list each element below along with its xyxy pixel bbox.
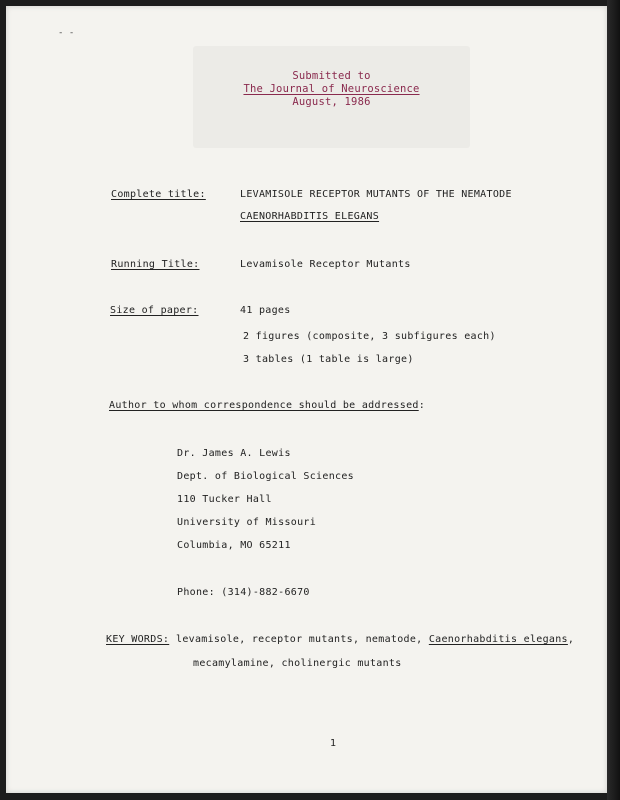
stamp-date: August, 1986 [292, 96, 371, 108]
size-of-paper-label: Size of paper: [110, 305, 199, 316]
keywords-label: KEY WORDS: [106, 634, 170, 645]
keywords-comma: , [567, 634, 575, 645]
corner-marks: - - [58, 28, 75, 38]
page-edge-shadow [607, 0, 620, 800]
correspondence-label: Author to whom correspondence should be addressed [109, 400, 419, 411]
author-city: Columbia, MO 65211 [177, 540, 291, 551]
complete-title-label: Complete title: [111, 189, 206, 200]
keywords-species: Caenorhabditis elegans [428, 634, 568, 645]
author-dept: Dept. of Biological Sciences [177, 471, 354, 482]
author-university: University of Missouri [177, 517, 317, 528]
submission-stamp [193, 46, 470, 148]
author-name: Dr. James A. Lewis [177, 448, 291, 459]
stamp-journal: The Journal of Neuroscience [243, 83, 420, 95]
keywords-line1 [176, 634, 574, 645]
keywords-line1-text: levamisole, receptor mutants, nematode, [176, 634, 429, 645]
size-figures: 2 figures (composite, 3 subfigures each) [243, 331, 496, 342]
correspondence-colon: : [418, 400, 426, 411]
correspondence-heading [109, 400, 425, 411]
size-pages: 41 pages [240, 305, 291, 316]
page-number: 1 [330, 738, 337, 749]
running-title-value: Levamisole Receptor Mutants [240, 259, 411, 270]
running-title-label: Running Title: [111, 259, 200, 270]
author-phone: Phone: (314)-882-6670 [177, 587, 310, 598]
stamp-submitted-to: Submitted to [292, 70, 371, 82]
author-building: 110 Tucker Hall [177, 494, 272, 505]
complete-title-line1: LEVAMISOLE RECEPTOR MUTANTS OF THE NEMATODE [240, 189, 512, 200]
size-tables: 3 tables (1 table is large) [243, 354, 414, 365]
keywords-line2: mecamylamine, cholinergic mutants [193, 658, 402, 669]
complete-title-line2: CAENORHABDITIS ELEGANS [240, 211, 380, 222]
